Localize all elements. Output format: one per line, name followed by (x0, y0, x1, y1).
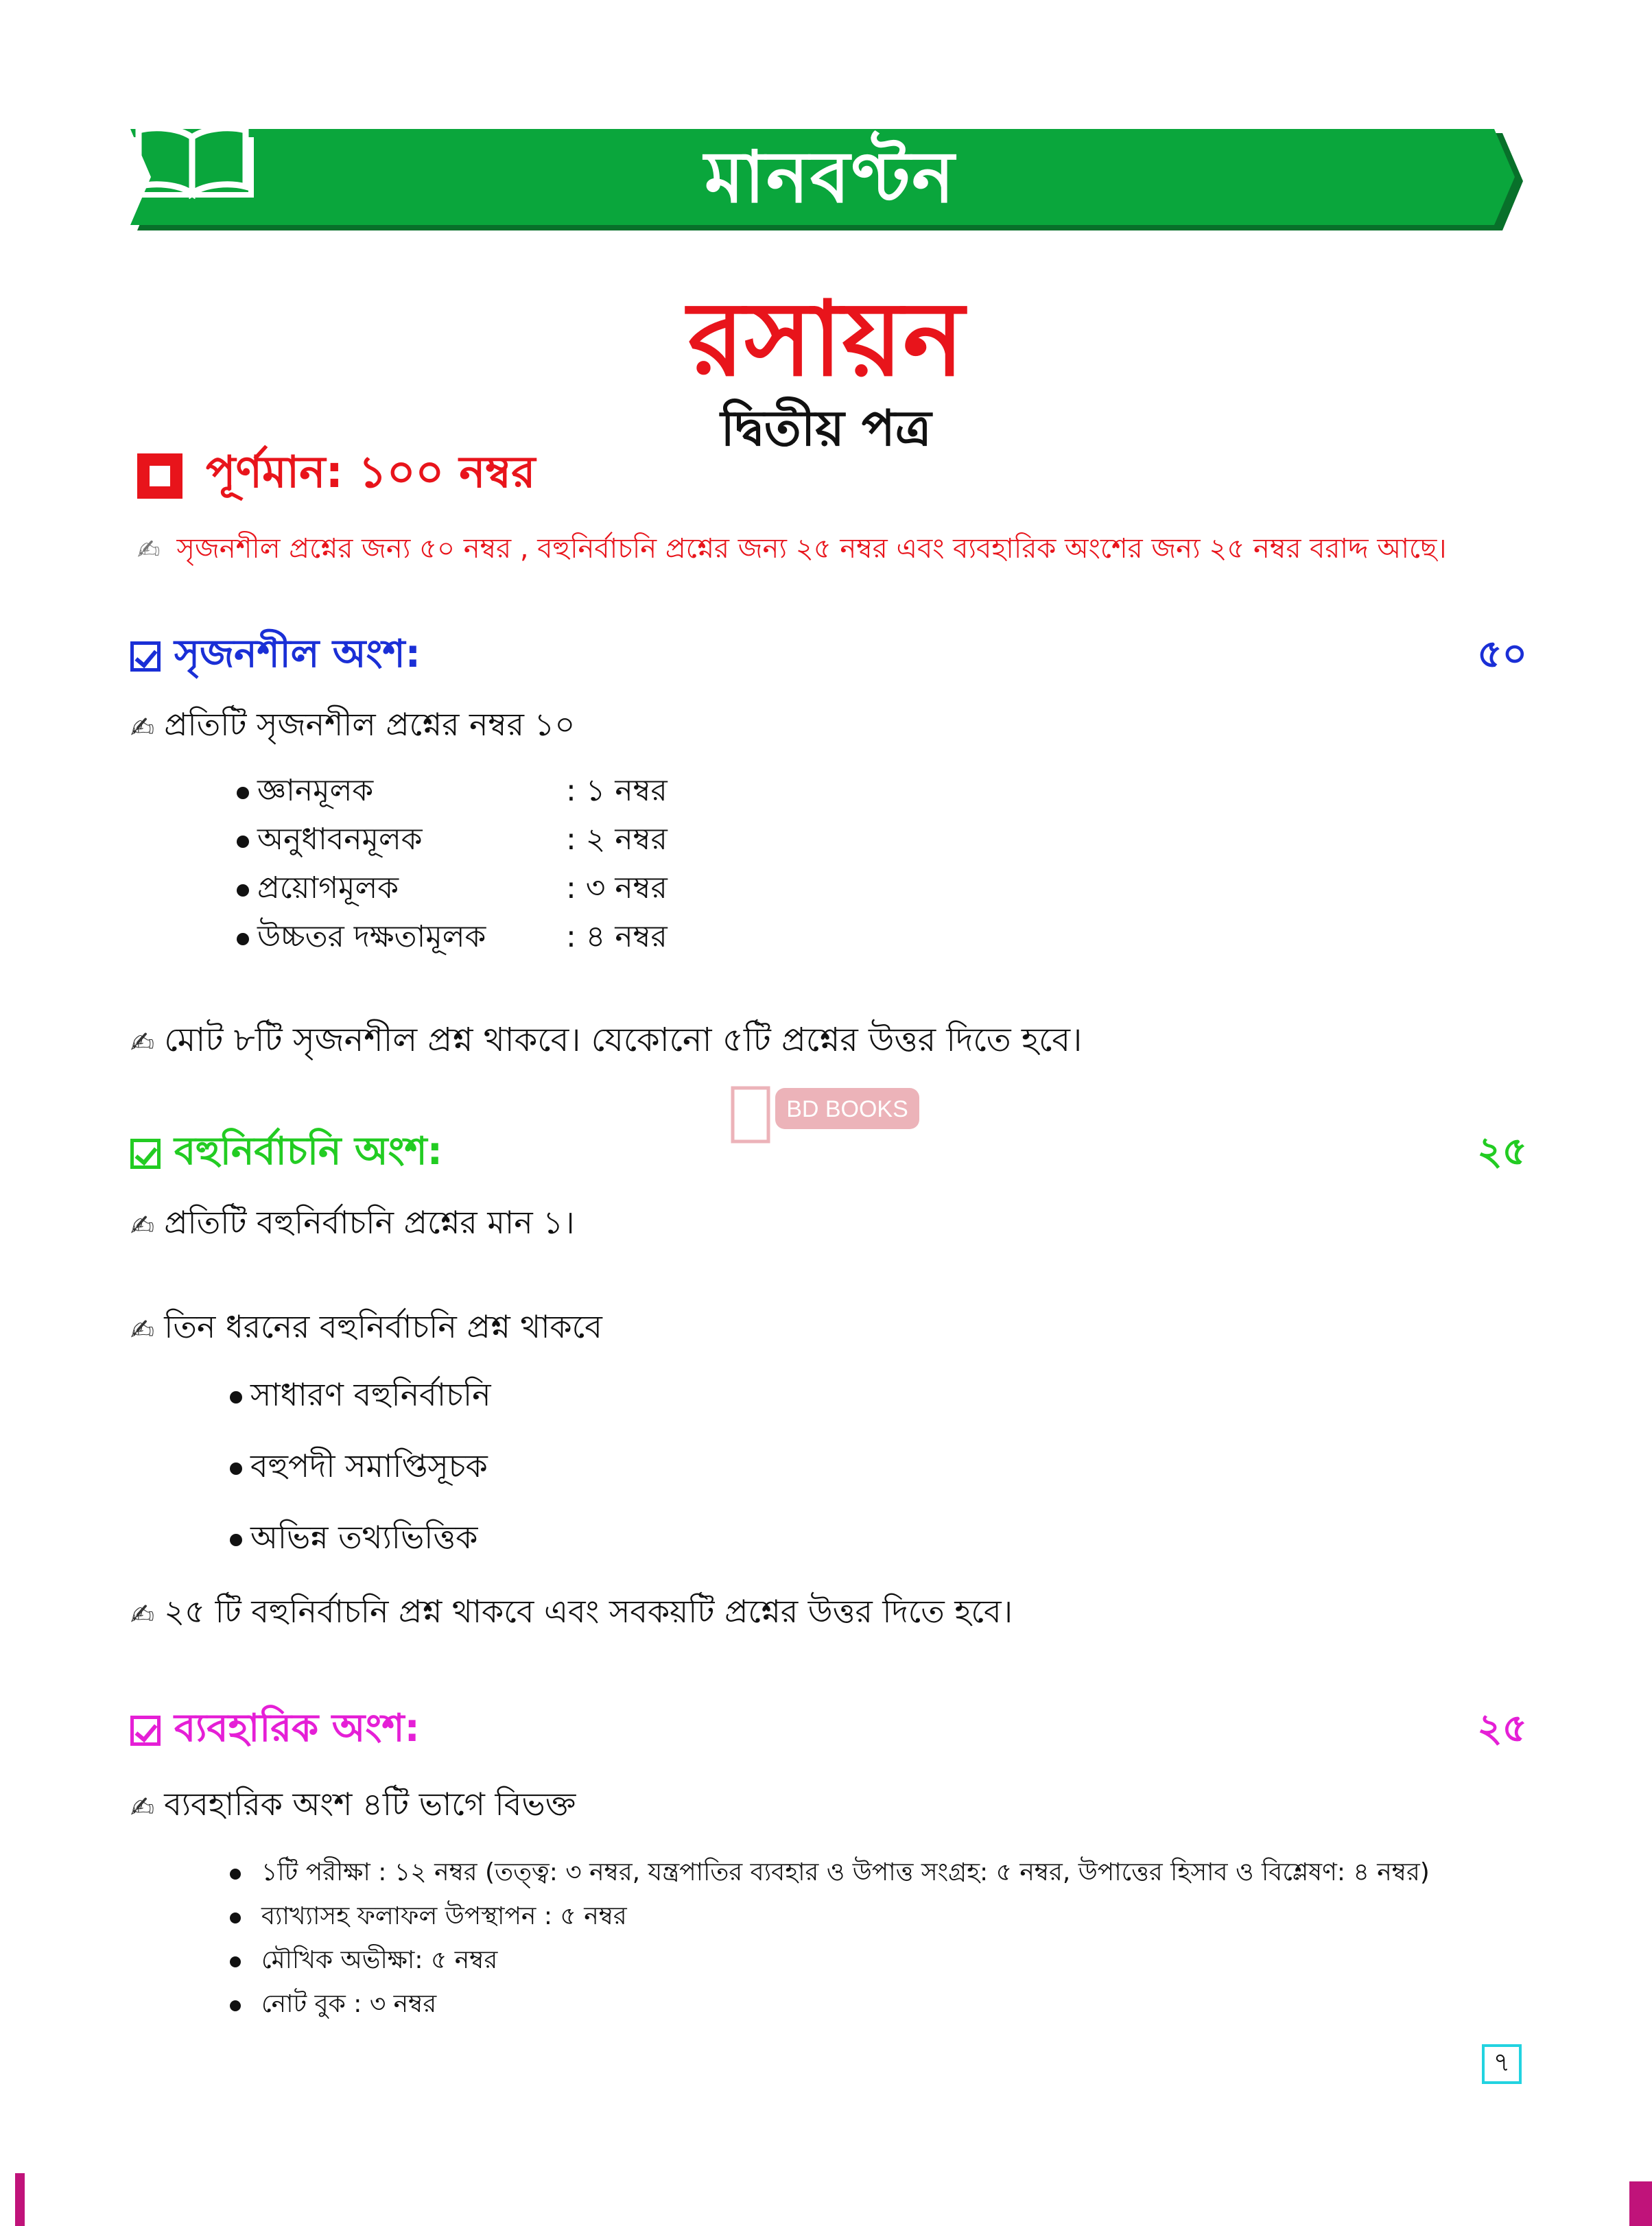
practical-intro-text: ব্যবহারিক অংশ ৪টি ভাগে বিভক্ত (164, 1786, 576, 1823)
checkbox-icon (130, 641, 161, 672)
practical-intro (130, 1781, 576, 1833)
open-book-icon (130, 123, 254, 199)
mcq-marks: ২৫ (1477, 1129, 1527, 1174)
mcq-section-heading (130, 1122, 442, 1186)
creative-title: সৃজনশীল অংশ: (174, 632, 421, 676)
paper-title: দ্বিতীয় পত্র (720, 399, 932, 457)
practical-section-heading (130, 1698, 420, 1763)
edge-marker-right (1629, 2181, 1652, 2226)
pointing-hand-icon: ✍ (130, 1208, 155, 1242)
creative-marks: ৫০ (1477, 632, 1527, 676)
list-item: সাধারণ বহুনির্বাচনি (230, 1362, 491, 1433)
practical-marks: ২৫ (1477, 1706, 1527, 1751)
creative-total-note (130, 1015, 1082, 1069)
list-item: অনুধাবনমূলক : ২ নম্বর (237, 817, 668, 866)
banner-title: মানবণ্টন (704, 135, 956, 219)
practical-title: ব্যবহারিক অংশ: (174, 1706, 420, 1751)
bullet-icon (237, 884, 249, 897)
creative-per-question (130, 701, 575, 753)
list-item: বহুপদী সমাপ্তিসূচক (230, 1433, 491, 1504)
bullet-icon (230, 1463, 242, 1475)
pointing-hand-icon: ✍ (130, 1312, 155, 1347)
full-marks (137, 439, 535, 512)
mcq-per-question (130, 1199, 575, 1251)
bullet-icon (237, 933, 249, 945)
creative-section-heading (130, 624, 421, 689)
pointing-hand-icon: ✍ (137, 534, 161, 566)
creative-total-note-text: মোট ৮টি সৃজনশীল প্রশ্ন থাকবে। যেকোনো ৫টি প্রশ্নের উত্তর দিতে হবে। (164, 1021, 1083, 1059)
bullet-icon (237, 787, 249, 799)
watermark-logo (727, 1078, 926, 1147)
header-banner (130, 123, 1530, 240)
mcq-types-list (230, 1362, 491, 1576)
bullet-icon (230, 1391, 242, 1404)
creative-levels-list (237, 768, 668, 963)
mcq-per-question-text: প্রতিটি বহুনির্বাচনি প্রশ্নের মান ১। (164, 1204, 575, 1241)
mcq-types-intro-text: তিন ধরনের বহুনির্বাচনি প্রশ্ন থাকবে (164, 1308, 602, 1345)
full-marks-text: পূর্ণমান: ১০০ নম্বর (206, 447, 536, 498)
pointing-hand-icon: ✍ (130, 1790, 155, 1824)
bullet-icon (230, 1534, 242, 1546)
list-item: মৌখিক অভীক্ষা: ৫ নম্বর (230, 1940, 1430, 1984)
mcq-total-note-text: ২৫ টি বহুনির্বাচনি প্রশ্ন থাকবে এবং সবকয়টি প্রশ্নের উত্তর দিতে হবে। (164, 1593, 1013, 1630)
allocation-note (137, 527, 1447, 573)
list-item: ১টি পরীক্ষা : ১২ নম্বর (তত্ত্ব: ৩ নম্বর, যন্ত্রপাতির ব্যবহার ও উপাত্ত সংগ্রহ: ৫ নম্বর, উপাত্তের হিসাব ও বিশ্লেষণ: ৪ নম্বর) (230, 1852, 1430, 1896)
subject-title: রসায়ন (687, 280, 965, 399)
list-item: ব্যাখ্যাসহ ফলাফল উপস্থাপন : ৫ নম্বর (230, 1896, 1430, 1940)
edge-marker-left (15, 2173, 25, 2226)
list-item: প্রয়োগমূলক : ৩ নম্বর (237, 866, 668, 914)
allocation-note-text: সৃজনশীল প্রশ্নের জন্য ৫০ নম্বর , বহুনির্বাচনি প্রশ্নের জন্য ২৫ নম্বর এবং ব্যবহারিক অংশের জন্য ২৫ নম্বর বরাদ্দ আছে। (176, 533, 1447, 565)
mcq-title: বহুনির্বাচনি অংশ: (174, 1129, 443, 1174)
mcq-types-intro (130, 1303, 602, 1355)
checkbox-icon (130, 1716, 161, 1746)
list-item: অভিন্ন তথ্যভিত্তিক (230, 1504, 491, 1576)
square-bullet-icon (137, 453, 182, 499)
mcq-total-note (130, 1588, 1013, 1640)
bullet-icon (230, 2000, 241, 2011)
checkbox-icon (130, 1139, 161, 1169)
creative-per-question-text: প্রতিটি সৃজনশীল প্রশ্নের নম্বর ১০ (164, 706, 576, 743)
bullet-icon (237, 836, 249, 848)
bullet-icon (230, 1869, 241, 1880)
practical-items-list (230, 1852, 1430, 2028)
pointing-hand-icon: ✍ (130, 710, 155, 744)
list-item: নোট বুক : ৩ নম্বর (230, 1984, 1430, 2028)
watermark-text: BD BOOKS (786, 1096, 908, 1122)
pointing-hand-icon: ✍ (130, 1026, 155, 1059)
list-item: উচ্চতর দক্ষতামূলক : ৪ নম্বর (237, 914, 668, 963)
bullet-icon (230, 1913, 241, 1923)
bullet-icon (230, 1956, 241, 1967)
page-number: ৭ (1482, 2044, 1522, 2084)
pointing-hand-icon: ✍ (130, 1597, 155, 1631)
list-item: জ্ঞানমূলক : ১ নম্বর (237, 768, 668, 817)
